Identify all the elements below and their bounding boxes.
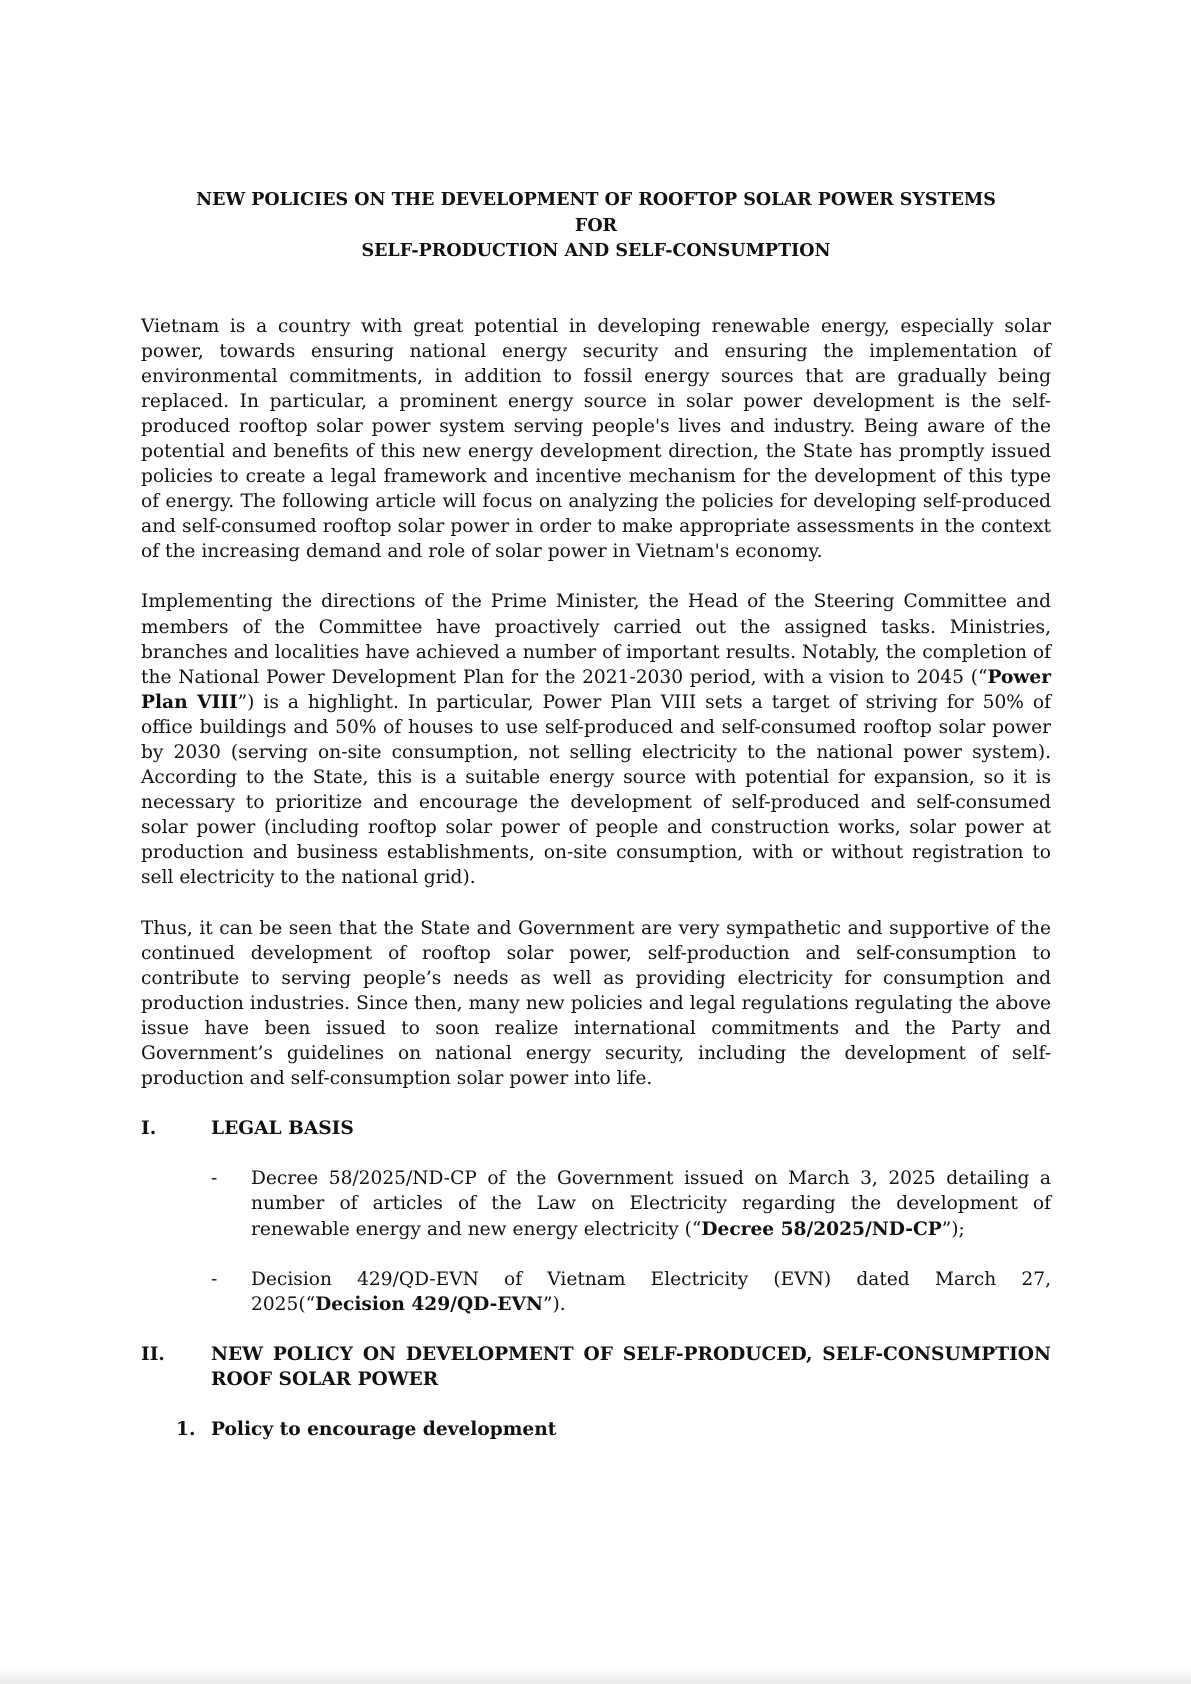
paragraph-text: ”) is a highlight. In particular, Power Plan VIII sets a target of striving for 50% of office buildings and 50% of houses to use self-produced and self-consumed rooftop solar power by 2030 (serving on-site consumption, not selling electricity to the national power system). According to the State, this is a suitable energy source with potential for expansion, so it is necessary to prioritize and encourage the development of self-produced and self-consumed solar power (including rooftop solar power of people and construction works, solar power at production and business establishments, on-site consumption, with or without registration to sell electricity to the national grid). [141,691,1052,889]
bullet-dash: - [211,1268,218,1290]
section-heading-legal-basis [141,1116,1051,1141]
section-title: LEGAL BASIS [211,1118,354,1140]
document-content [141,188,1051,1442]
list-item-text [251,1267,1051,1317]
list-item [211,1267,1051,1317]
list-item-text [251,1166,1051,1241]
subsection-heading [176,1417,1051,1442]
title-line-1: NEW POLICIES ON THE DEVELOPMENT OF ROOFTOP SOLAR POWER SYSTEMS FOR [196,190,996,236]
power-plan-paragraph [141,589,1051,890]
subsection-title: Policy to encourage development [211,1418,557,1440]
intro-paragraph: Vietnam is a country with great potential in developing renewable energy, especially solar power, towards ensuring national energy security and ensuring the implementation of environmental commitments, in addition to fossil energy sources that are gradually being replaced. In particular, a prominent energy source in solar power development is the self-produced rooftop solar power system serving people's lives and industry. Being aware of the potential and benefits of this new energy development direction, the State has promptly issued policies to create a legal framework and incentive mechanism for the development of this type of energy. The following article will focus on analyzing the policies for developing self-produced and self-consumed rooftop solar power in order to make appropriate assessments in the context of the increasing demand and role of solar power in Vietnam's economy. [141,315,1051,563]
list-item-body: Decision 429/QD-EVN of Vietnam Electricity (EVN) dated March 27, 2025(“ [251,1268,1051,1315]
subsection-number: 1. [176,1418,196,1440]
list-item-body: Decree 58/2025/ND-CP of the Government issued on March 3, 2025 detailing a number of articles of the Law on Electricity regarding the development of renewable energy and new energy electricity (“ [251,1168,1051,1240]
bold-term: Decision 429/QD-EVN [315,1293,543,1315]
list-item [211,1166,1051,1241]
bullet-dash: - [211,1168,218,1190]
document-title [141,188,1051,265]
section-number: I. [141,1118,157,1140]
list-item-tail: ”); [941,1218,965,1240]
bold-term: Decree 58/2025/ND-CP [701,1218,942,1240]
page-bottom-edge [0,1668,1191,1684]
section-number: II. [141,1343,165,1365]
section-heading-new-policy [141,1342,1051,1392]
list-item-tail: ”). [542,1293,566,1315]
title-line-2: SELF-PRODUCTION AND SELF-CONSUMPTION [361,241,831,261]
bold-term: Power Plan VIII [141,666,1051,713]
paragraph-text: Implementing the directions of the Prime Minister, the Head of the Steering Committee and members of the Committee have proactively carried out the assigned tasks. Ministries, branches and localities have achieved a number of important results. Notably, the completion of the National Power Development Plan for the 2021-2030 period, with a vision to 2045 (“ [141,591,1051,688]
support-paragraph: Thus, it can be seen that the State and Government are very sympathetic and supportive of the continued development of rooftop solar power, self-production and self-consumption to contribute to serving people’s needs as well as providing electricity for consumption and production industries. Since then, many new policies and legal regulations regulating the above issue have been issued to soon realize international commitments and the Party and Government’s guidelines on national energy security, including the development of self-production and self-consumption solar power into life. [141,917,1051,1090]
section-title: NEW POLICY ON DEVELOPMENT OF SELF-PRODUCED, SELF-CONSUMPTION ROOF SOLAR POWER [211,1343,1051,1390]
